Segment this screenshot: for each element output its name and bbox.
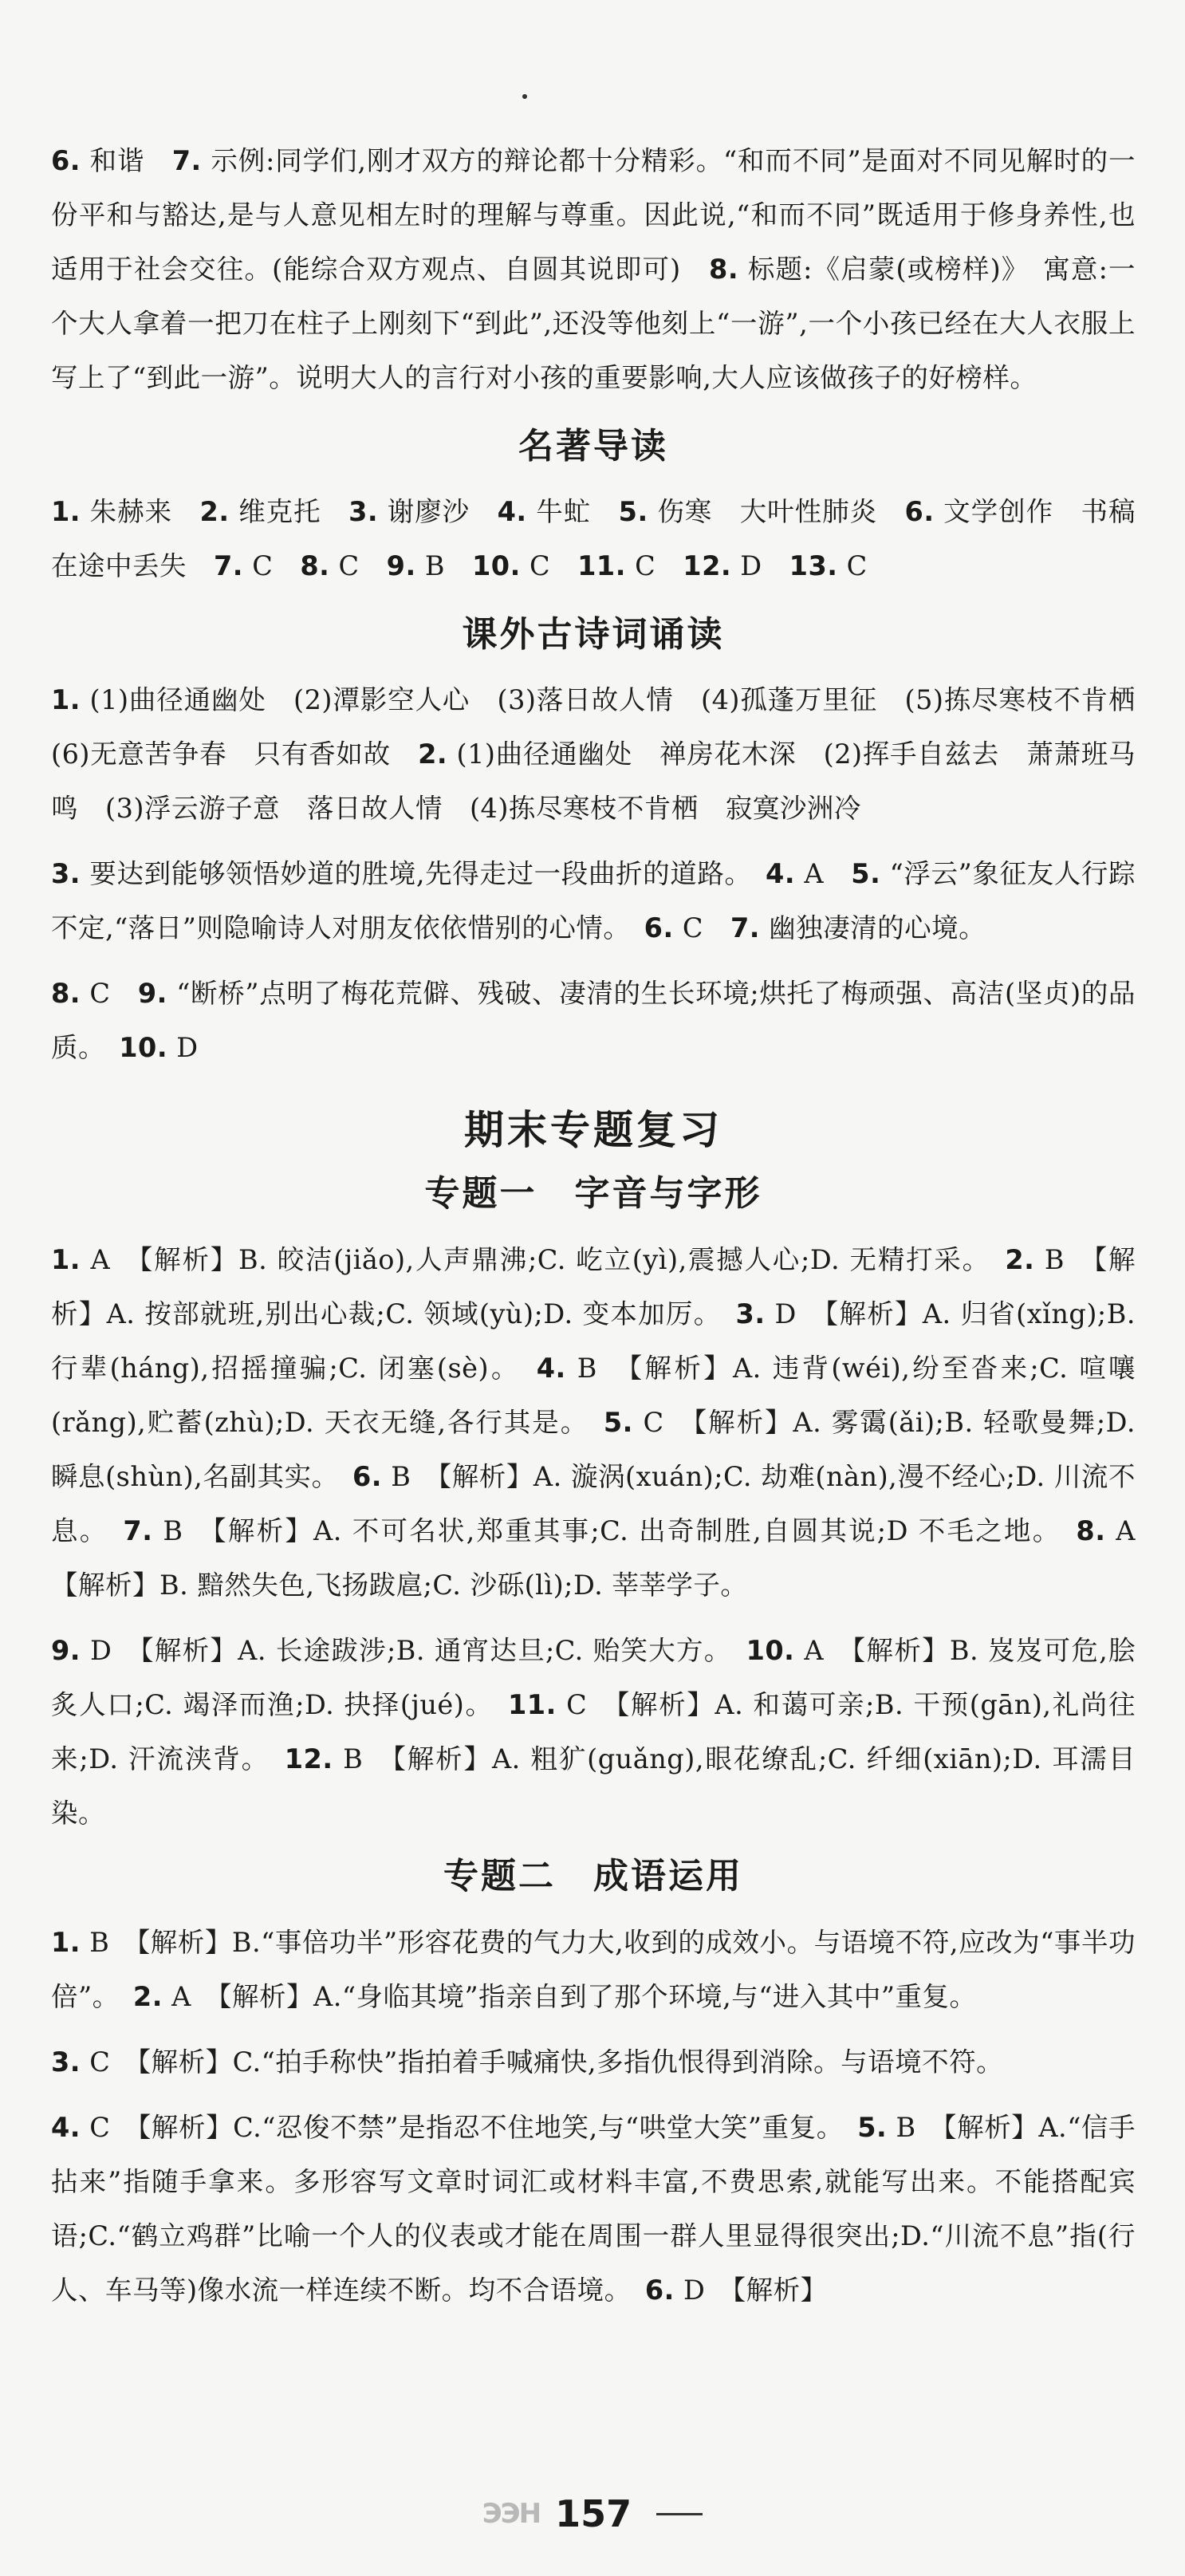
answer-number: 10. — [746, 1635, 795, 1666]
answer-number: 6. — [644, 2275, 675, 2306]
answer-text: “断桥”点明了梅花荒僻、残破、凄清的生长环境;烘托了梅顽强、高洁(坚贞)的品质。 — [51, 978, 1136, 1063]
answer-number: 8. — [1076, 1515, 1106, 1546]
answer-number: 5. — [603, 1407, 633, 1438]
answer-text: 标题:《启蒙(或榜样)》 寓意:一个大人拿着一把刀在柱子上刚刻下“到此”,还没等他刻上“一游”,一个小孩已经在大人衣服上写上了“到此一游”。说明大人的言行对小孩的重要影响,大人应该做孩子的好榜样。 — [51, 254, 1136, 393]
zhuanti1-answers-2 — [51, 1624, 1136, 1841]
answer-number: 9. — [386, 550, 416, 581]
section-title-mingzhu: 名著导读 — [518, 426, 668, 467]
answer-text: D 【解析】A. 归省(xǐng);B. 行辈(háng),招摇撞骗;C. 闭塞(sè)。 — [51, 1298, 1136, 1384]
shici-answers-3 — [51, 967, 1136, 1075]
answer-number: 10. — [119, 1032, 168, 1063]
page-number: 157 — [555, 2492, 632, 2535]
answer-text: 朱赫来 — [81, 496, 200, 527]
answer-number: 4. — [536, 1353, 566, 1384]
answer-number: 7. — [214, 550, 244, 581]
answer-text: A 【解析】A.“身临其境”指亲自到了那个环境,与“进入其中”重复。 — [162, 1981, 977, 2012]
answer-text: 示例:同学们,刚才双方的辩论都十分精彩。“和而不同”是面对不同见解时的一份平和与豁达,是与人意见相左时的理解与尊重。因此说,“和而不同”既适用于修身养性,也适用于社会交往。(能综合双方观点、自圆其说即可) — [51, 145, 1136, 285]
answer-number: 2. — [418, 739, 448, 770]
answer-text: C 【解析】A. 和蔼可亲;B. 干预(gān),礼尚往来;D. 汗流浃背。 — [51, 1689, 1136, 1774]
answer-number: 2. — [1005, 1244, 1035, 1275]
answer-number: 3. — [348, 496, 379, 527]
answer-text: D — [731, 550, 789, 581]
answer-number: 6. — [352, 1461, 382, 1492]
answer-number: 2. — [199, 496, 230, 527]
answer-number: 7. — [730, 912, 761, 943]
main-title: 期末专题复习 — [464, 1107, 722, 1153]
answer-number: 2. — [132, 1981, 163, 2012]
answer-text: 谢廖沙 — [378, 496, 498, 527]
answer-number: 4. — [497, 496, 527, 527]
stray-mark — [522, 94, 527, 99]
answer-number: 1. — [51, 1244, 81, 1275]
answer-page — [51, 134, 1163, 2329]
answer-text: 和谐 — [81, 145, 172, 176]
section-title-zhuanti2: 专题二 成语运用 — [443, 1856, 743, 1897]
answer-text: 文学创作 书稿在途中丢失 — [51, 496, 1136, 581]
answer-text: B 【解析】A. 漩涡(xuán);C. 劫难(nàn),漫不经心;D. 川流不息。 — [51, 1461, 1136, 1546]
answer-text: B 【解析】B.“事倍功半”形容花费的气力大,收到的成效小。与语境不符,应改为“事半功倍”。 — [51, 1927, 1136, 2012]
answer-number: 10. — [471, 550, 521, 581]
answer-number: 13. — [789, 550, 838, 581]
zhuanti2-answers-3 — [51, 2101, 1136, 2318]
page-footer — [0, 2492, 1185, 2535]
answer-text: 要达到能够领悟妙道的胜境,先得走过一段曲折的道路。 — [81, 858, 766, 889]
answer-number: 7. — [171, 145, 202, 176]
answer-number: 8. — [300, 550, 330, 581]
answer-text: B — [415, 550, 472, 581]
answer-text: D 【解析】 — [674, 2275, 828, 2306]
answer-number: 5. — [618, 496, 648, 527]
answer-number: 3. — [51, 858, 81, 889]
answer-text: 牛虻 — [526, 496, 619, 527]
answer-text: A 【解析】B. 岌岌可危,脍炙人口;C. 竭泽而渔;D. 抉择(jué)。 — [51, 1635, 1136, 1720]
zhuanti1-answers-1 — [51, 1233, 1163, 1613]
publisher-logo: ЭЭН — [482, 2498, 541, 2530]
answer-number: 9. — [137, 978, 167, 1009]
answer-text: “浮云”象征友人行踪不定,“落日”则隐喻诗人对朋友依依惜别的心情。 — [51, 858, 1136, 943]
answer-text: 维克托 — [229, 496, 349, 527]
answer-number: 4. — [51, 2112, 81, 2143]
answer-number: 8. — [709, 254, 739, 285]
answer-text: (1)曲径通幽处 (2)潭影空人心 (3)落日故人情 (4)孤蓬万里征 (5)拣尽寒枝不肯栖 (6)无意苦争春 只有香如故 — [51, 684, 1163, 770]
answer-text: B 【解析】A.“信手拈来”指随手拿来。多形容写文章时词汇或材料丰富,不费思索,就能写出来。不能搭配宾语;C.“鹤立鸡群”比喻一个人的仪表或才能在周围一群人里显得很突出;D.“川流不息”指(行人、车马等)像水流一样连续不断。均不合语境。 — [51, 2112, 1136, 2306]
shici-answers-1 — [51, 673, 1163, 836]
answer-number: 6. — [904, 496, 935, 527]
answer-text: A 【解析】B. 黯然失色,飞扬跋扈;C. 沙砾(lì);D. 莘莘学子。 — [51, 1515, 1163, 1601]
answer-number: 1. — [51, 1927, 81, 1958]
answer-text: C 【解析】C.“忍俊不禁”是指忍不住地笑,与“哄堂大笑”重复。 — [81, 2112, 858, 2143]
answer-number: 12. — [683, 550, 732, 581]
answer-text: A — [795, 858, 852, 889]
answer-number: 12. — [284, 1743, 333, 1774]
answer-number: 6. — [51, 145, 81, 176]
answer-text: D — [167, 1032, 199, 1063]
answer-text: C — [243, 550, 301, 581]
answer-number: 8. — [51, 978, 81, 1009]
answer-number: 1. — [51, 496, 81, 527]
answer-text: D 【解析】A. 长途跋涉;B. 通宵达旦;C. 贻笑大方。 — [81, 1635, 746, 1666]
answer-text: C 【解析】C.“拍手称快”指拍着手喊痛快,多指仇恨得到消除。与语境不符。 — [81, 2046, 1004, 2078]
answer-text: C — [837, 550, 868, 581]
answer-number: 3. — [735, 1298, 766, 1329]
zhuanti2-answers-2 — [51, 2035, 1136, 2090]
answer-text: C — [520, 550, 578, 581]
answer-text: C — [329, 550, 387, 581]
answer-number: 9. — [51, 1635, 81, 1666]
answer-text: B 【解析】A. 粗犷(guǎng),眼花缭乱;C. 纤细(xiān);D. 耳濡目染。 — [51, 1743, 1136, 1829]
answer-number: 6. — [644, 912, 674, 943]
answer-number: 4. — [766, 858, 796, 889]
answer-text: (1)曲径通幽处 禅房花木深 (2)挥手自兹去 萧萧班马鸣 (3)浮云游子意 落日故人情 (4)拣尽寒枝不肯栖 寂寞沙洲冷 — [51, 739, 1136, 824]
answer-number: 5. — [857, 2112, 888, 2143]
answer-text: B 【解析】A. 违背(wéi),纷至沓来;C. 喧嚷(rǎng),贮蓄(zhù);D. 天衣无缝,各行其是。 — [51, 1353, 1136, 1438]
answer-text: C 【解析】A. 雾霭(ǎi);B. 轻歌曼舞;D. 瞬息(shùn),名副其实。 — [51, 1407, 1136, 1492]
answer-number: 11. — [508, 1689, 557, 1720]
top-answers — [51, 134, 1136, 405]
answer-text: C — [81, 978, 138, 1009]
answer-text: C — [625, 550, 683, 581]
answer-number: 3. — [51, 2046, 81, 2078]
answer-text: 伤寒 大叶性肺炎 — [648, 496, 905, 527]
answer-text: B 【解析】A. 按部就班,别出心裁;C. 领域(yù);D. 变本加厉。 — [51, 1244, 1136, 1329]
mingzhu-answers — [51, 485, 1136, 593]
footer-rule — [656, 2513, 703, 2515]
shici-answers-2 — [51, 847, 1136, 955]
section-title-zhuanti1: 专题一 字音与字形 — [424, 1173, 762, 1214]
answer-number: 5. — [851, 858, 881, 889]
answer-text: B 【解析】A. 不可名状,郑重其事;C. 出奇制胜,自圆其说;D 不毛之地。 — [152, 1515, 1077, 1546]
answer-text: 幽独凄清的心境。 — [760, 912, 986, 943]
answer-text: A 【解析】B. 皎洁(jiǎo),人声鼎沸;C. 屹立(yì),震撼人心;D. 无精打采。 — [81, 1244, 1006, 1275]
answer-number: 7. — [123, 1515, 153, 1546]
section-title-shici: 课外古诗词诵读 — [462, 614, 725, 655]
answer-text: C — [673, 912, 730, 943]
answer-number: 1. — [51, 684, 81, 715]
zhuanti2-answers-1 — [51, 1916, 1136, 2024]
answer-number: 11. — [577, 550, 626, 581]
